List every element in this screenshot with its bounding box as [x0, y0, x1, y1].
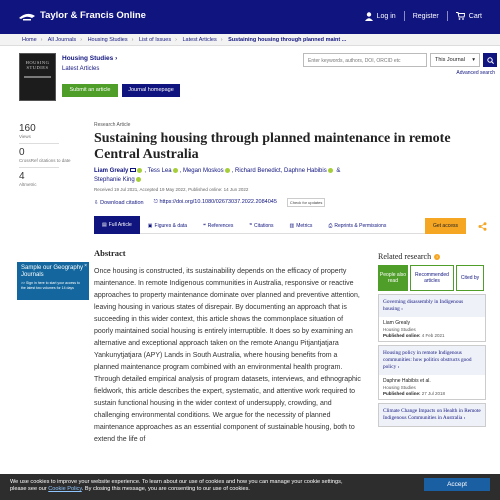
- related-article-date: Published online: 27 Jul 2018: [383, 391, 446, 396]
- article-title: Sustaining housing through planned maintenance in remote Central Australia: [94, 131, 451, 162]
- tab-citations[interactable]: ❞ Citations: [249, 222, 274, 229]
- journal-title[interactable]: Housing Studies ›: [62, 55, 118, 62]
- search-icon: [487, 57, 494, 64]
- cookie-text-line2: please see our Cookie Policy. By closing this message, you are consenting to our use of cookies.: [10, 486, 250, 492]
- journal-homepage-button[interactable]: Journal homepage: [122, 84, 180, 97]
- related-article-card[interactable]: [378, 403, 486, 427]
- related-article-author: Liam Grealy: [383, 320, 410, 326]
- info-icon[interactable]: i: [434, 254, 440, 260]
- divider: [19, 143, 59, 144]
- search-input[interactable]: Enter keywords, authors, DOI, ORCID etc: [303, 53, 427, 67]
- views-count: 160: [19, 123, 36, 134]
- related-article-card[interactable]: [378, 294, 486, 342]
- related-research-panel: [378, 252, 486, 427]
- related-article-date: Published online: 4 Feb 2021: [383, 333, 445, 338]
- citations-icon: ❞: [249, 222, 253, 229]
- tab-cited-by[interactable]: Cited by: [456, 265, 484, 291]
- related-heading: [378, 252, 486, 261]
- breadcrumb-current: Sustaining housing through planned maint ...: [228, 37, 347, 43]
- author-link[interactable]: Stephanie King: [94, 177, 135, 183]
- journal-subtitle[interactable]: Latest Articles: [62, 66, 100, 72]
- related-article-journal: Housing Studies: [383, 385, 416, 390]
- tab-people-also-read[interactable]: People also read: [378, 265, 408, 291]
- login-link[interactable]: [357, 12, 404, 21]
- article-tabs: [94, 218, 466, 234]
- orcid-icon[interactable]: [137, 168, 142, 173]
- email-icon[interactable]: [130, 168, 136, 172]
- breadcrumb-all-journals[interactable]: All Journals: [47, 37, 77, 43]
- crossref-label: CrossRef citations to date: [19, 158, 71, 163]
- author-link[interactable]: Megan Moskos: [182, 168, 224, 174]
- geography-promo-banner[interactable]: [17, 262, 89, 300]
- orcid-icon[interactable]: [173, 168, 178, 173]
- author-link[interactable]: Richard Benedict: [234, 168, 281, 174]
- search-scope-select[interactable]: [430, 53, 480, 67]
- divider: [19, 167, 59, 168]
- cover-title: HOUSING STUDIES: [25, 60, 50, 70]
- article-dates: Received 19 Jul 2021, Accepted 19 May 2022, Published online: 14 Jun 2022: [94, 187, 249, 192]
- promo-body: >> Sign in here to start your access to the latest two volumes for 14 days: [21, 281, 80, 290]
- crossref-count: 0: [19, 147, 25, 158]
- cart-label: Cart: [468, 12, 482, 20]
- download-icon: ⇩: [94, 199, 101, 206]
- bar-chart-icon: ▥: [289, 222, 295, 229]
- register-label: Register: [412, 12, 439, 20]
- user-icon: [365, 12, 373, 21]
- logo-text: Taylor & Francis Online: [40, 10, 146, 21]
- related-article-author: Daphne Habibis et al.: [383, 378, 431, 384]
- cookie-text-line1: We use cookies to improve your website experience. To learn about our use of cookies and how you can manage your cookie settings,: [10, 479, 343, 485]
- tab-recommended-articles[interactable]: Recommended articles: [410, 265, 454, 291]
- close-icon[interactable]: ×: [84, 263, 87, 269]
- site-logo[interactable]: [18, 9, 146, 22]
- chevron-right-icon: ›: [397, 364, 400, 370]
- promo-heading: Sample our Geography Journals: [21, 265, 84, 278]
- get-access-button[interactable]: Get access: [425, 218, 466, 234]
- accept-cookies-button[interactable]: Accept: [424, 478, 490, 491]
- quote-icon: ❝: [203, 222, 206, 229]
- related-article-title[interactable]: Housing policy in remote Indigenous communities: how politics obstructs good policy ›: [379, 346, 485, 375]
- chevron-right-icon: ›: [401, 306, 403, 312]
- breadcrumb: Home › All Journals › Housing Studies › List of Issues › Latest Articles › Sustaining housing through planned maint ...: [0, 34, 500, 46]
- login-label: Log in: [376, 12, 396, 20]
- tab-metrics[interactable]: ▥ Metrics: [289, 222, 313, 229]
- author-link[interactable]: Liam Grealy: [94, 168, 129, 174]
- share-icon[interactable]: [478, 222, 487, 231]
- related-article-journal: Housing Studies: [383, 327, 416, 332]
- altmetric-label: Altmetric: [19, 182, 37, 187]
- document-icon: ▤: [102, 221, 107, 228]
- abstract-heading: Abstract: [94, 248, 126, 258]
- altmetric-count: 4: [19, 171, 25, 182]
- breadcrumb-home[interactable]: Home: [22, 37, 37, 43]
- tab-figures[interactable]: ▣ Figures & data: [147, 222, 188, 229]
- author-link[interactable]: Tess Lea: [147, 168, 172, 174]
- article-metrics: [19, 123, 79, 188]
- doi-link[interactable]: ⎋ https://doi.org/10.1080/02673037.2022.2084045: [153, 199, 277, 205]
- register-link[interactable]: [405, 13, 447, 20]
- cart-icon: [456, 12, 465, 20]
- abstract-text: Once housing is constructed, its sustainability depends on the efficacy of property maintenance. In remote Indigenous communities in Australia, responsive or reactive approaches to property maintenance dominate over planned and preventive attention, leaving housing in various states of disrepair. By documenting an approach that is succeeding in this wider context, this article shows the commonplace situation of poorly maintained social housing is entirely interruptible. It does so by examining an alternative and exceptional approach taken on the remote Anangu Pitjantjatjara Yankunytjatjara (APY) Lands in South Australia, where housing benefits from a planned maintenance program combined with an environmental health program. Through detailed empirical analysis of program datasets, interviews, and ethnographic fieldwork, this article describes the expert, systematic, and attentive work required to sustain functional housing in the wider context of undersupply, crowding, and challenging environmental conditions. We argue for the necessity of planned maintenance approaches as an essential component of sustainable housing, both to extend the life of: [94, 268, 361, 443]
- submit-article-button[interactable]: Submit an article: [62, 84, 118, 97]
- orcid-icon[interactable]: [225, 168, 230, 173]
- top-bar: [0, 0, 500, 34]
- search-button[interactable]: [483, 53, 497, 67]
- author-list: Liam Grealy , Tess Lea , Megan Moskos , Richard Benedict, Daphne Habibis & Stephanie King: [94, 168, 341, 183]
- journal-cover[interactable]: [19, 53, 56, 101]
- lamp-logo-icon: [18, 9, 36, 22]
- chevron-down-icon: ▾: [472, 57, 475, 63]
- cookie-policy-link[interactable]: Cookie Policy: [48, 486, 82, 492]
- breadcrumb-journal[interactable]: Housing Studies: [87, 37, 128, 43]
- orcid-icon[interactable]: [136, 177, 141, 182]
- advanced-search-link[interactable]: Advanced search: [456, 70, 495, 76]
- tab-reprints[interactable]: ⎙ Reprints & Permissions: [328, 222, 387, 229]
- cart-link[interactable]: [448, 12, 490, 20]
- views-label: Views: [19, 134, 31, 139]
- related-article-title[interactable]: Governing disassembly in Indigenous housing ›: [379, 295, 485, 317]
- article-type: Research Article: [94, 122, 131, 128]
- search-scope-value: This Journal: [435, 57, 465, 63]
- cover-stripe: [24, 76, 51, 78]
- related-article-card[interactable]: [378, 345, 486, 400]
- article-header: [94, 122, 484, 207]
- related-tabs: [378, 265, 486, 291]
- breadcrumb-latest[interactable]: Latest Articles: [182, 37, 217, 43]
- tab-full-article[interactable]: ▤ Full Article: [94, 216, 140, 234]
- orcid-icon[interactable]: [328, 168, 333, 173]
- citation-row: [94, 198, 484, 207]
- printer-icon: ⎙: [328, 222, 333, 229]
- tab-references[interactable]: ❝ References: [203, 222, 234, 229]
- breadcrumb-issues[interactable]: List of Issues: [139, 37, 172, 43]
- download-citation-link[interactable]: ⇩ Download citation: [94, 199, 144, 206]
- author-link[interactable]: Daphne Habibis: [284, 168, 327, 174]
- related-article-title[interactable]: Climate Change Impacts on Health in Remote Indigenous Communities in Australia ›: [379, 404, 485, 426]
- chevron-right-icon: ›: [463, 415, 466, 421]
- image-icon: ▣: [147, 222, 153, 229]
- related-heading-text: Related research: [378, 252, 432, 261]
- link-icon: ⎋: [153, 199, 160, 205]
- check-for-updates-badge[interactable]: Check for updates: [287, 198, 325, 207]
